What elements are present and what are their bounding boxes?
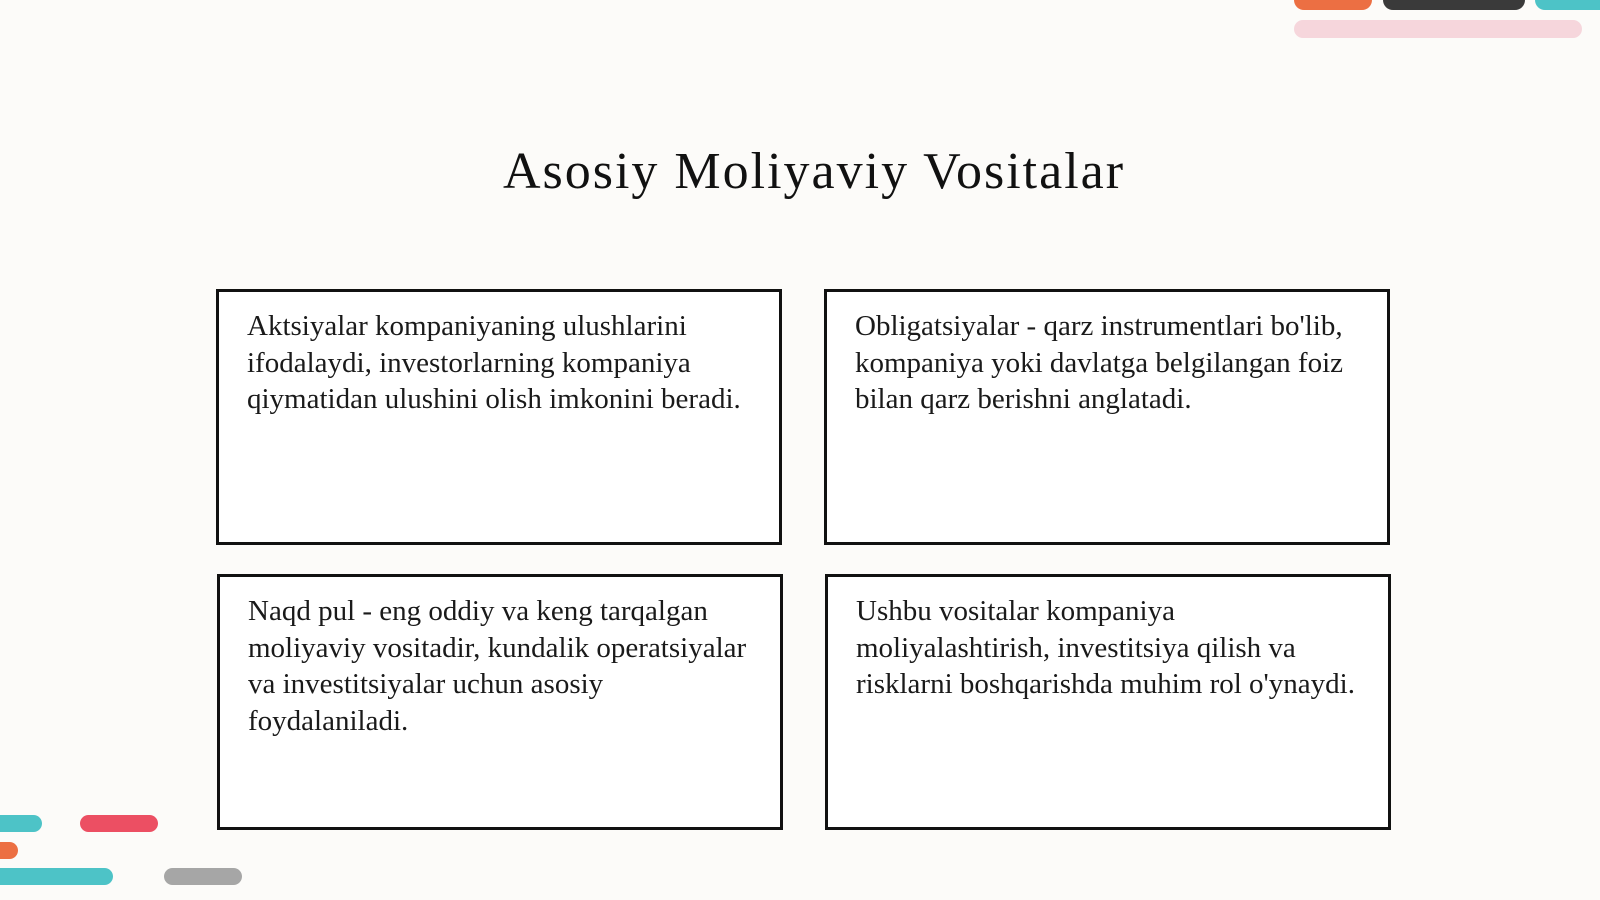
decor-bar-teal-bottom-2 xyxy=(0,868,113,885)
decor-bar-dark-top xyxy=(1383,0,1525,10)
card-cash: Naqd pul - eng oddiy va keng tarqalgan moliyaviy vositadir, kundalik operatsiyalar va investitsiyalar uchun asosiy foydalaniladi. xyxy=(217,574,783,830)
decor-bar-orange-top xyxy=(1294,0,1372,10)
decor-bar-teal-bottom-1 xyxy=(0,815,42,832)
decor-bar-pink-top xyxy=(1294,20,1582,38)
decor-bar-teal-top xyxy=(1535,0,1600,10)
decor-bar-red-bottom xyxy=(80,815,158,832)
decor-bar-orange-bottom xyxy=(0,842,18,859)
card-bonds: Obligatsiyalar - qarz instrumentlari bo'lib, kompaniya yoki davlatga belgilangan foiz bilan qarz berishni anglatadi. xyxy=(824,289,1390,545)
card-summary: Ushbu vositalar kompaniya moliyalashtirish, investitsiya qilish va risklarni boshqarishda muhim rol o'ynaydi. xyxy=(825,574,1391,830)
slide-title: Asosiy Moliyaviy Vositalar xyxy=(502,143,1126,200)
decor-bar-gray-bottom xyxy=(164,868,242,885)
card-stocks: Aktsiyalar kompaniyaning ulushlarini ifodalaydi, investorlarning kompaniya qiymatidan ulushini olish imkonini beradi. xyxy=(216,289,782,545)
